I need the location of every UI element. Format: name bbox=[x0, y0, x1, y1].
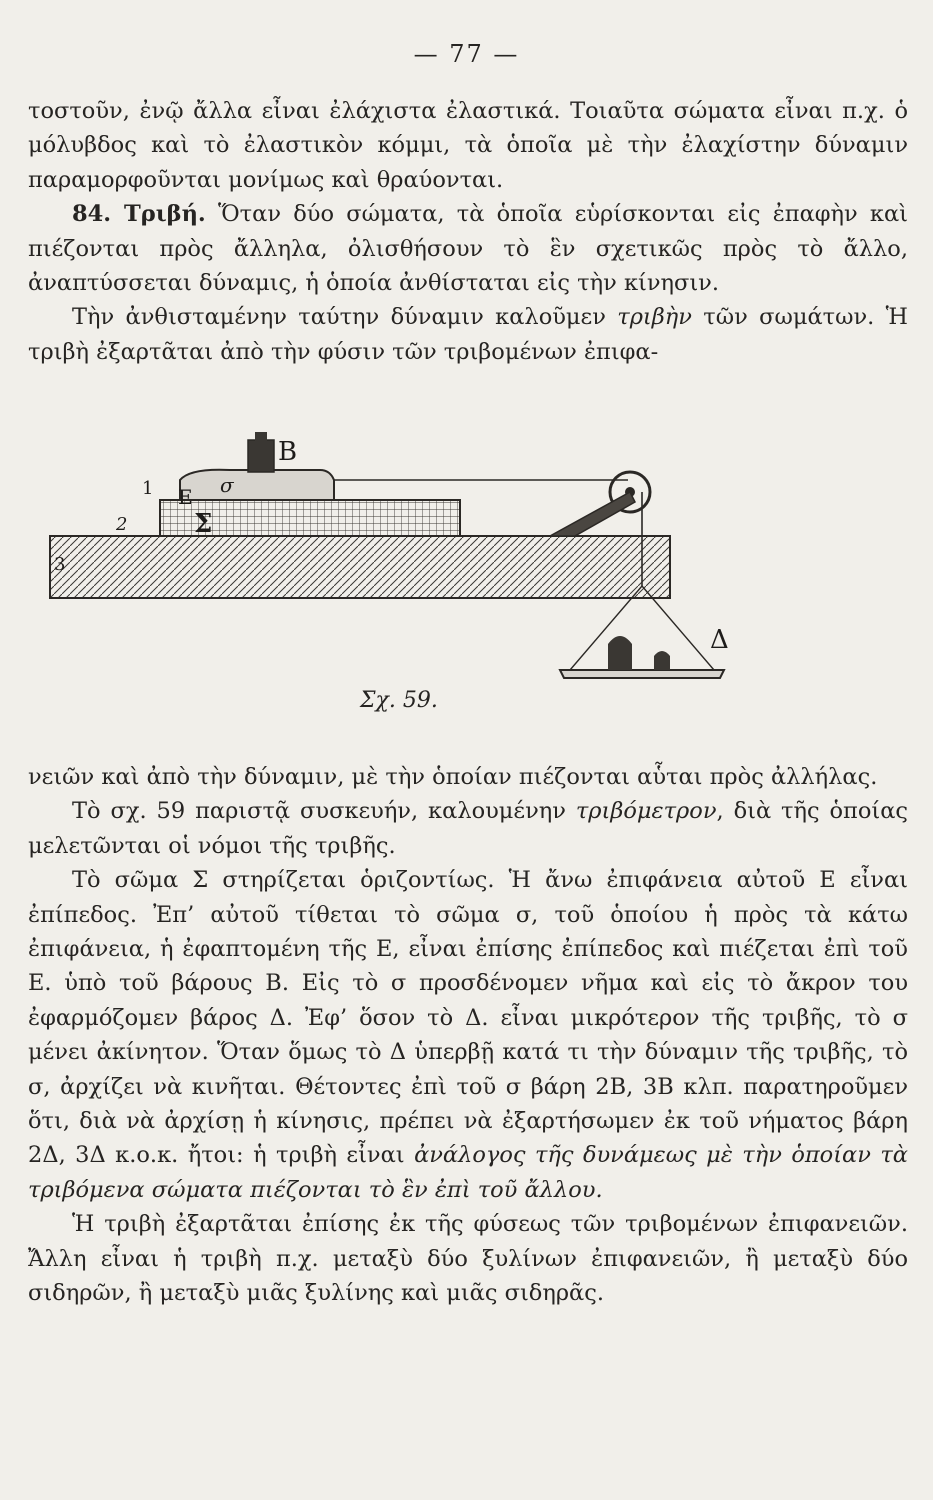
label-sigma-lower: σ bbox=[220, 473, 234, 497]
paragraph-surfaces: Ἡ τριβὴ ἐξαρτᾶται ἐπίσης ἐκ τῆς φύσεως τῶν τριβομένων ἐπιφανειῶν. Ἄλλη εἶναι ἡ τριβὴ π.χ. μεταξὺ δύο ξυλίνων ἐπιφανειῶν, ἢ μεταξὺ δύο σιδηρῶν, ἢ μεταξὺ μιᾶς ξυλίνης καὶ μιᾶς σιδηρᾶς. bbox=[28, 1211, 908, 1307]
base-body bbox=[50, 536, 670, 598]
label-delta: Δ bbox=[710, 625, 729, 655]
paragraph-friction: 84. Τριβή. Ὅταν δύο σώματα, τὰ ὁποῖα εὑρίσκονται εἰς ἐπαφὴν καὶ πιέζονται πρὸς ἄλληλα, ὀλισθήσουν τὸ ἓν σχετικῶς πρὸς τὸ ἄλλο, ἀναπτύσσεται δύναμις, ἡ ὁποία ἀνθίσταται εἰς τὴν κίνησιν. bbox=[28, 201, 908, 297]
paragraph-1: τοστοῦν, ἐνῷ ἄλλα εἶναι ἐλάχιστα ἐλαστικά. Τοιαῦτα σώματα εἶναι π.χ. ὁ μόλυβδος καὶ τὸ ἐλαστικὸν κόμμι, τὰ ὁποῖα μὲ τὴν ἐλαχίστην δύναμιν παραμορφοῦνται μονίμως καὶ θραύονται. bbox=[28, 98, 908, 193]
paragraph-experiment: Τὸ σῶμα Σ στηρίζεται ὁριζοντίως. Ἡ ἄνω ἐπιφάνεια αὐτοῦ Ε εἶναι ἐπίπεδος. Ἐπ’ αὐτοῦ τίθεται τὸ σῶμα σ, τοῦ ὁποίου ἡ πρὸς τὰ κάτω ἐπιφάνεια, ἡ ἐφαπτομένη τῆς Ε, εἶναι ἐπίσης ἐπίπεδος καὶ πιέζεται ἐπὶ τοῦ Ε. ὑπὸ τοῦ βάρους Β. Εἰς τὸ σ προσδένομεν νῆμα καὶ εἰς τὸ ἄκρον του ἐφαρμόζομεν βάρος Δ. Ἐφ’ ὅσον τὸ Δ. εἶναι μικρότερον τῆς τριβῆς, τὸ σ μένει ἀκίνητον. Ὅταν ὅμως τὸ Δ ὑπερβῇ κατά τι τὴν δύναμιν τῆς τριβῆς, τὸ σ, ἀρχίζει νὰ κινῆται. Θέτοντες ἐπὶ τοῦ σ βάρη 2Β, 3Β κλπ. παρατηροῦμεν ὅτι, διὰ νὰ ἀρχίσῃ ἡ κίνησις, πρέπει νὰ ἐξαρτήσωμεν ἐκ τοῦ νήματος βάρη 2Δ, 3Δ κ.ο.κ. ἤτοι: ἡ τριβὴ εἶναι ἀνάλογος τῆς δυνάμεως μὲ τὴν ὁποίαν τὰ τριβόμενα σώματα πιέζονται τὸ ἓν ἐπὶ τοῦ ἄλλου. bbox=[28, 867, 908, 1203]
paragraph-definition: Τὴν ἀνθισταμένην ταύτην δύναμιν καλοῦμεν τριβὴν τῶν σωμάτων. Ἡ τριβὴ ἐξαρτᾶται ἀπὸ τὴν φύσιν τῶν τριβομένων ἐπιφα- bbox=[28, 304, 908, 365]
page-number: — 77 — bbox=[413, 40, 520, 68]
paragraph-tribometer: Τὸ σχ. 59 παριστᾷ συσκευήν, καλουμένην τριβόμετρον, διὰ τῆς ὁποίας μελετῶνται οἱ νόμοι τῆς τριβῆς. bbox=[28, 798, 908, 859]
figure-caption: Σχ. 59. bbox=[360, 688, 438, 713]
pan-weight-small bbox=[654, 651, 670, 670]
label-3: 3 bbox=[54, 554, 66, 575]
scale-pan bbox=[560, 670, 724, 678]
section-heading: 84. Τριβή. bbox=[72, 201, 206, 228]
paragraph-continuation: νειῶν καὶ ἀπὸ τὴν δύναμιν, μὲ τὴν ὁποίαν πιέζονται αὗται πρὸς ἀλλήλας. bbox=[28, 764, 878, 790]
pan-weight-large bbox=[608, 636, 632, 670]
sliding-body bbox=[180, 470, 334, 500]
label-sigma-upper: Σ bbox=[194, 509, 213, 539]
text-block-bottom bbox=[28, 760, 908, 1311]
label-1: 1 bbox=[142, 478, 154, 499]
label-b: B bbox=[278, 437, 298, 467]
label-e: E bbox=[178, 485, 193, 509]
text-block-top bbox=[28, 94, 908, 369]
tribometer-figure bbox=[30, 418, 750, 718]
weight-b bbox=[248, 440, 274, 472]
pulley-bracket bbox=[550, 492, 635, 536]
label-2: 2 bbox=[116, 514, 128, 535]
